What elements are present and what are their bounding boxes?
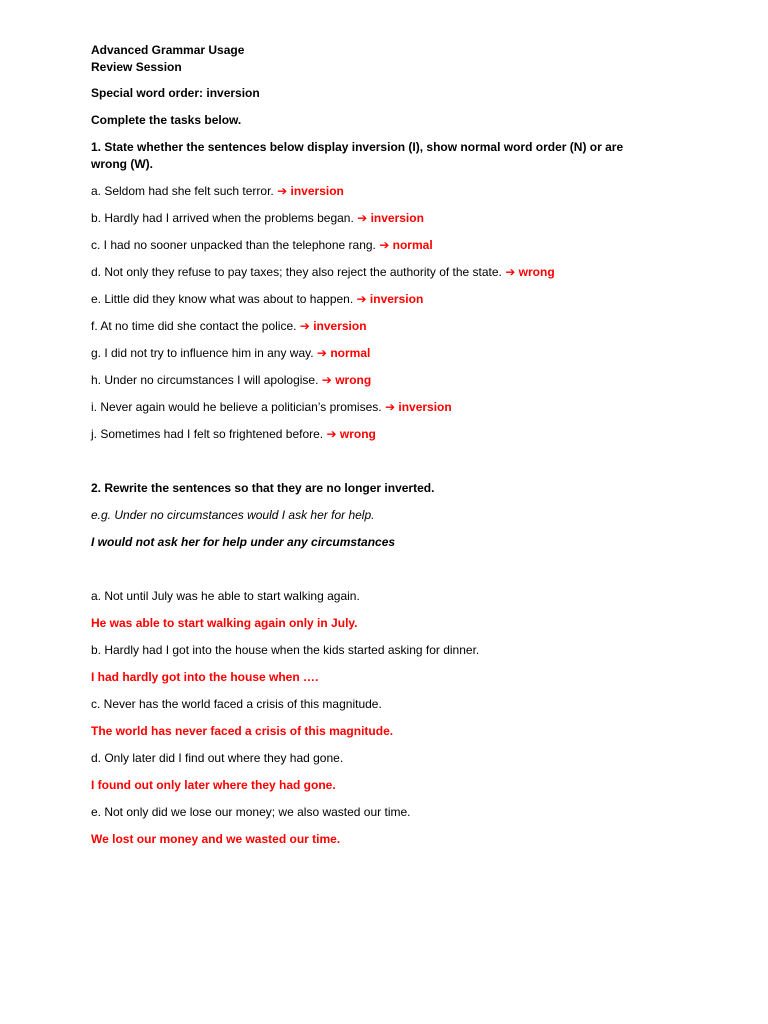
task2-title: 2. Rewrite the sentences so that they are no longer inverted. [91,481,435,495]
task1-answer: normal [392,238,433,252]
task1-item [91,183,671,200]
doc-title: Advanced Grammar Usage [91,43,245,57]
task1-answer: inversion [398,400,452,414]
task2-answer: I had hardly got into the house when …. [91,670,319,684]
arrow-right-icon: ➔ [379,238,390,252]
task2-answer: We lost our money and we wasted our time. [91,832,341,846]
arrow-right-icon: ➔ [357,211,368,225]
task1-item [91,291,671,308]
task2-answer: He was able to start walking again only in July. [91,616,358,630]
task2-example: e.g. Under no circumstances would I ask her for help. [91,508,375,522]
task2-sentence: d. Only later did I find out where they had gone. [91,751,344,765]
task1-answer: wrong [335,373,372,387]
arrow-right-icon: ➔ [316,346,327,360]
arrow-right-icon: ➔ [356,292,367,306]
arrow-right-icon: ➔ [326,427,337,441]
task1-item [91,210,671,227]
task1-item [91,237,671,254]
task1-item [91,372,671,389]
task2-sentence: a. Not until July was he able to start walking again. [91,589,360,603]
task1-sentence: e. Little did they know what was about to happen. [91,292,354,306]
task2-example-answer: I would not ask her for help under any circumstances [91,535,396,549]
task1-answer: inversion [370,211,424,225]
task1-answer: inversion [290,184,344,198]
task2-answer: I found out only later where they had gone. [91,778,336,792]
topic-heading: Special word order: inversion [91,86,260,100]
task1-item [91,426,671,443]
task1-sentence: j. Sometimes had I felt so frightened before. [91,427,324,441]
task1-sentence: i. Never again would he believe a politician’s promises. [91,400,382,414]
task1-item [91,318,671,335]
task2-sentence: c. Never has the world faced a crisis of this magnitude. [91,697,382,711]
task1-sentence: b. Hardly had I arrived when the problems began. [91,211,354,225]
task1-answer: wrong [518,265,555,279]
arrow-right-icon: ➔ [277,184,288,198]
instructions: Complete the tasks below. [91,113,242,127]
task1-sentence: f. At no time did she contact the police. [91,319,297,333]
doc-subtitle: Review Session [91,60,182,74]
task1-answer: inversion [313,319,367,333]
task1-list [91,183,671,443]
task2-sentence: b. Hardly had I got into the house when the kids started asking for dinner. [91,643,480,657]
task1-sentence: h. Under no circumstances I will apologise. [91,373,319,387]
task1-title: 1. State whether the sentences below display inversion (I), show normal word order (N) or are wrong (W). [91,140,624,171]
task1-sentence: g. I did not try to influence him in any way. [91,346,314,360]
task2-list [91,588,671,848]
task2-sentence: e. Not only did we lose our money; we also wasted our time. [91,805,411,819]
task1-answer: wrong [339,427,376,441]
task1-answer: normal [330,346,371,360]
task1-sentence: a. Seldom had she felt such terror. [91,184,274,198]
task1-item [91,345,671,362]
task1-item [91,399,671,416]
task2-answer: The world has never faced a crisis of this magnitude. [91,724,394,738]
task1-item [91,264,671,281]
arrow-right-icon: ➔ [384,400,396,414]
arrow-right-icon: ➔ [505,265,516,279]
arrow-right-icon: ➔ [299,319,310,333]
task1-answer: inversion [369,292,424,306]
arrow-right-icon: ➔ [321,373,332,387]
task1-sentence: d. Not only they refuse to pay taxes; they also reject the authority of the state. [91,265,502,279]
document-page [91,42,671,848]
task1-sentence: c. I had no sooner unpacked than the telephone rang. [91,238,376,252]
